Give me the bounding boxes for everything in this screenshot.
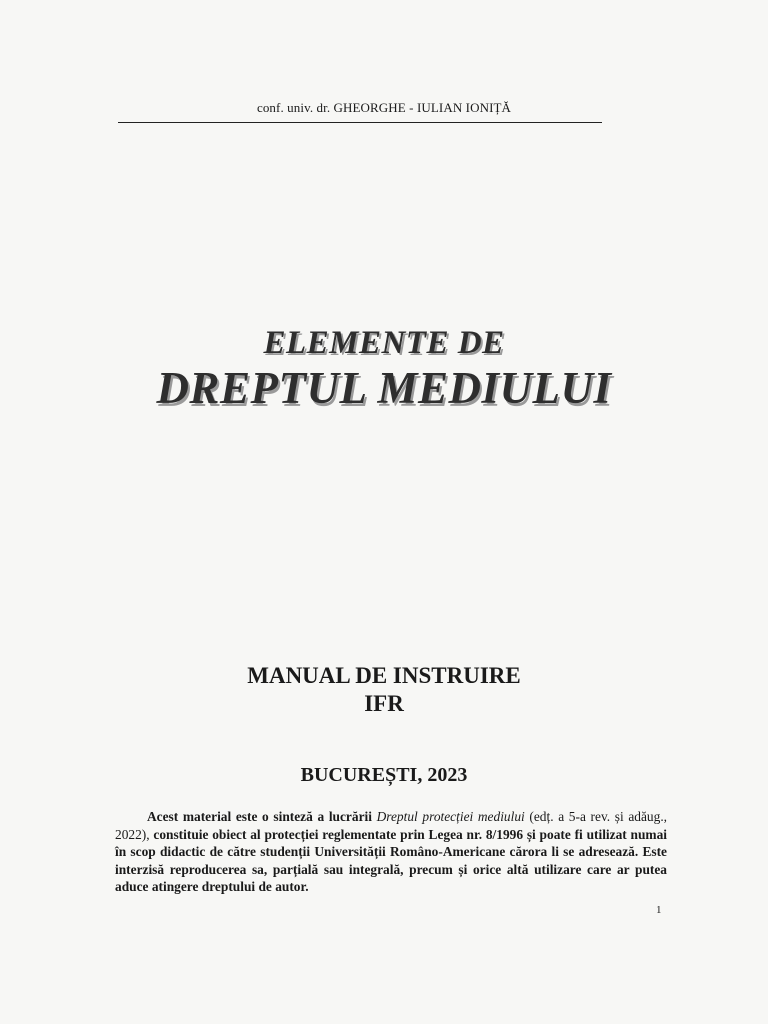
notice-part-2: constituie obiect al protecției reglementate prin Legea nr. 8/1996 și poate fi utilizat numai în scop didactic de către studenții Universității Româno-Americane cărora li se adresează. Este interzisă reproducerea sa, parțială sau integrală, precum și orice altă utilizare care ar putea aduce atingere dreptului de autor. [115,826,667,894]
header-rule [118,122,602,123]
manual-subtitle-line-2: IFR [364,691,404,716]
manual-subtitle-line-1: MANUAL DE INSTRUIRE [247,663,521,688]
notice-book-title: Dreptul protecției mediului [376,809,525,824]
copyright-notice [115,808,667,896]
title-line-1: ELEMENTE DE [263,325,505,361]
author-line: conf. univ. dr. GHEORGHE - IULIAN IONIȚĂ [256,100,512,115]
place-year: BUCUREȘTI, 2023 [300,764,468,786]
notice-part-1: Acest material este o sinteză a lucrării [147,809,377,824]
notice-edition: (edț. a 5-a rev. și adăug., 2022), [115,809,668,842]
title-line-2: DREPTUL MEDIULUI [156,363,612,413]
page-number: 1 [656,904,662,916]
manual-subtitle [0,662,768,718]
